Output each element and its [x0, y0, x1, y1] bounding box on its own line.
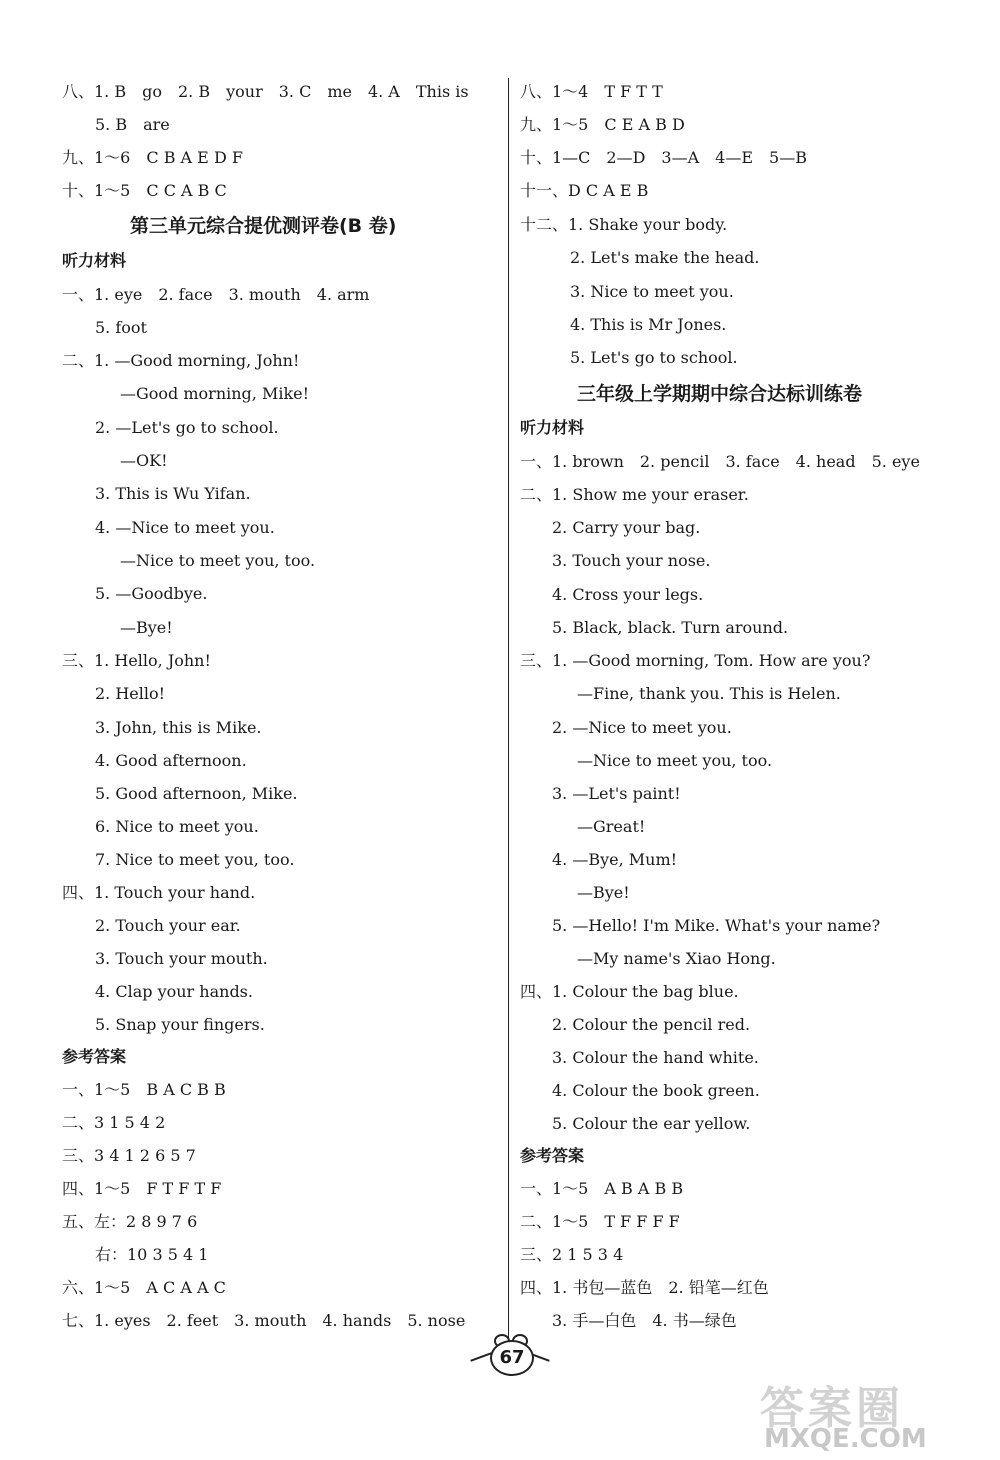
answer-line: 四、1～5 F T F T F — [62, 1179, 222, 1198]
listening-line: 3. Colour the hand white. — [552, 1048, 759, 1067]
listening-line: —My name's Xiao Hong. — [577, 949, 776, 968]
listening-line: 三、1. —Good morning, Tom. How are you? — [520, 651, 871, 670]
answer-line: 5. B are — [95, 115, 170, 134]
section-title: 三年级上学期期中综合达标训练卷 — [577, 383, 863, 405]
page-number: 67 — [490, 1340, 534, 1376]
section-title: 第三单元综合提优测评卷(B 卷) — [130, 215, 397, 237]
answer-line: 十、1～5 C C A B C — [62, 181, 227, 200]
answer-line: 2. Let's make the head. — [570, 248, 760, 267]
listening-line: 7. Nice to meet you, too. — [95, 850, 295, 869]
listening-line: —Bye! — [577, 883, 630, 902]
listening-line: 5. Black, black. Turn around. — [552, 618, 789, 637]
listening-line: 6. Nice to meet you. — [95, 817, 259, 836]
answer-line: 4. This is Mr Jones. — [570, 315, 727, 334]
watermark-logo — [760, 1372, 992, 1456]
listening-line: 2. —Let's go to school. — [95, 418, 279, 437]
watermark-main-text: 答案圈 — [760, 1383, 904, 1434]
answer-line: 十二、1. Shake your body. — [520, 215, 728, 234]
listening-line: —OK! — [120, 451, 168, 470]
listening-line: 一、1. brown 2. pencil 3. face 4. head 5. eye — [520, 452, 920, 471]
listening-line: —Fine, thank you. This is Helen. — [577, 684, 841, 703]
listening-line: —Great! — [577, 817, 646, 836]
listening-line: 三、1. Hello, John! — [62, 651, 211, 670]
listening-line: 2. Touch your ear. — [95, 916, 241, 935]
answer-line: 3. Nice to meet you. — [570, 282, 734, 301]
listening-line: 2. Colour the pencil red. — [552, 1015, 751, 1034]
listening-line: 4. —Bye, Mum! — [552, 850, 678, 869]
listening-line: 4. Clap your hands. — [95, 982, 253, 1001]
listening-line: —Bye! — [120, 618, 173, 637]
answer-line: 二、1～5 T F F F F — [520, 1212, 680, 1231]
answer-line: 三、2 1 5 3 4 — [520, 1245, 624, 1264]
answer-line: 八、1. B go 2. B your 3. C me 4. A This is — [62, 82, 469, 101]
answer-line: 十、1—C 2—D 3—A 4—E 5—B — [520, 148, 807, 167]
page-number-badge — [470, 1334, 550, 1378]
listening-label: 听力材料 — [62, 251, 127, 270]
answer-line: 七、1. eyes 2. feet 3. mouth 4. hands 5. nose — [62, 1311, 466, 1330]
listening-line: 4. Good afternoon. — [95, 751, 247, 770]
listening-line: 四、1. Touch your hand. — [62, 883, 256, 902]
listening-line: —Nice to meet you, too. — [577, 751, 773, 770]
listening-line: 四、1. Colour the bag blue. — [520, 982, 739, 1001]
answer-line: 六、1～5 A C A A C — [62, 1278, 226, 1297]
answer-line: 十一、D C A E B — [520, 181, 649, 200]
listening-label: 听力材料 — [520, 418, 585, 437]
listening-line: 4. Colour the book green. — [552, 1081, 760, 1100]
answer-line: 一、1～5 B A C B B — [62, 1080, 226, 1099]
listening-line: 2. Hello! — [95, 684, 166, 703]
answer-line: 八、1～4 T F T T — [520, 82, 663, 101]
answers-label: 参考答案 — [62, 1047, 127, 1066]
answer-line: 二、3 1 5 4 2 — [62, 1113, 166, 1132]
listening-line: —Good morning, Mike! — [120, 384, 310, 403]
listening-line: 3. —Let's paint! — [552, 784, 681, 803]
listening-line: —Nice to meet you, too. — [120, 551, 316, 570]
listening-line: 4. Cross your legs. — [552, 585, 704, 604]
listening-line: 3. John, this is Mike. — [95, 718, 262, 737]
answer-line: 3. 手—白色 4. 书—绿色 — [552, 1311, 737, 1330]
answer-line: 五、左：2 8 9 7 6 — [62, 1212, 198, 1231]
listening-line: 二、1. Show me your eraser. — [520, 485, 749, 504]
watermark-url-text: MXQE.COM — [764, 1424, 927, 1454]
listening-line: 4. —Nice to meet you. — [95, 518, 275, 537]
listening-line: 一、1. eye 2. face 3. mouth 4. arm — [62, 285, 370, 304]
answers-label: 参考答案 — [520, 1146, 585, 1165]
column-divider — [508, 78, 509, 1340]
listening-line: 2. Carry your bag. — [552, 518, 701, 537]
listening-line: 5. —Goodbye. — [95, 584, 208, 603]
listening-line: 5. foot — [95, 318, 147, 337]
listening-line: 二、1. —Good morning, John! — [62, 351, 300, 370]
answer-line: 三、3 4 1 2 6 5 7 — [62, 1146, 196, 1165]
listening-line: 3. Touch your nose. — [552, 551, 711, 570]
answer-line: 九、1～5 C E A B D — [520, 115, 685, 134]
answer-line: 四、1. 书包—蓝色 2. 铅笔—红色 — [520, 1278, 769, 1297]
answer-line: 九、1～6 C B A E D F — [62, 148, 243, 167]
listening-line: 3. Touch your mouth. — [95, 949, 268, 968]
listening-line: 5. Snap your fingers. — [95, 1015, 265, 1034]
listening-line: 5. Good afternoon, Mike. — [95, 784, 298, 803]
answer-line: 5. Let's go to school. — [570, 348, 738, 367]
listening-line: 5. —Hello! I'm Mike. What's your name? — [552, 916, 881, 935]
listening-line: 3. This is Wu Yifan. — [95, 484, 251, 503]
frog-arm-icon — [470, 1352, 491, 1361]
listening-line: 2. —Nice to meet you. — [552, 718, 732, 737]
answer-line: 一、1～5 A B A B B — [520, 1179, 684, 1198]
answer-line: 右：10 3 5 4 1 — [95, 1245, 209, 1264]
listening-line: 5. Colour the ear yellow. — [552, 1114, 751, 1133]
